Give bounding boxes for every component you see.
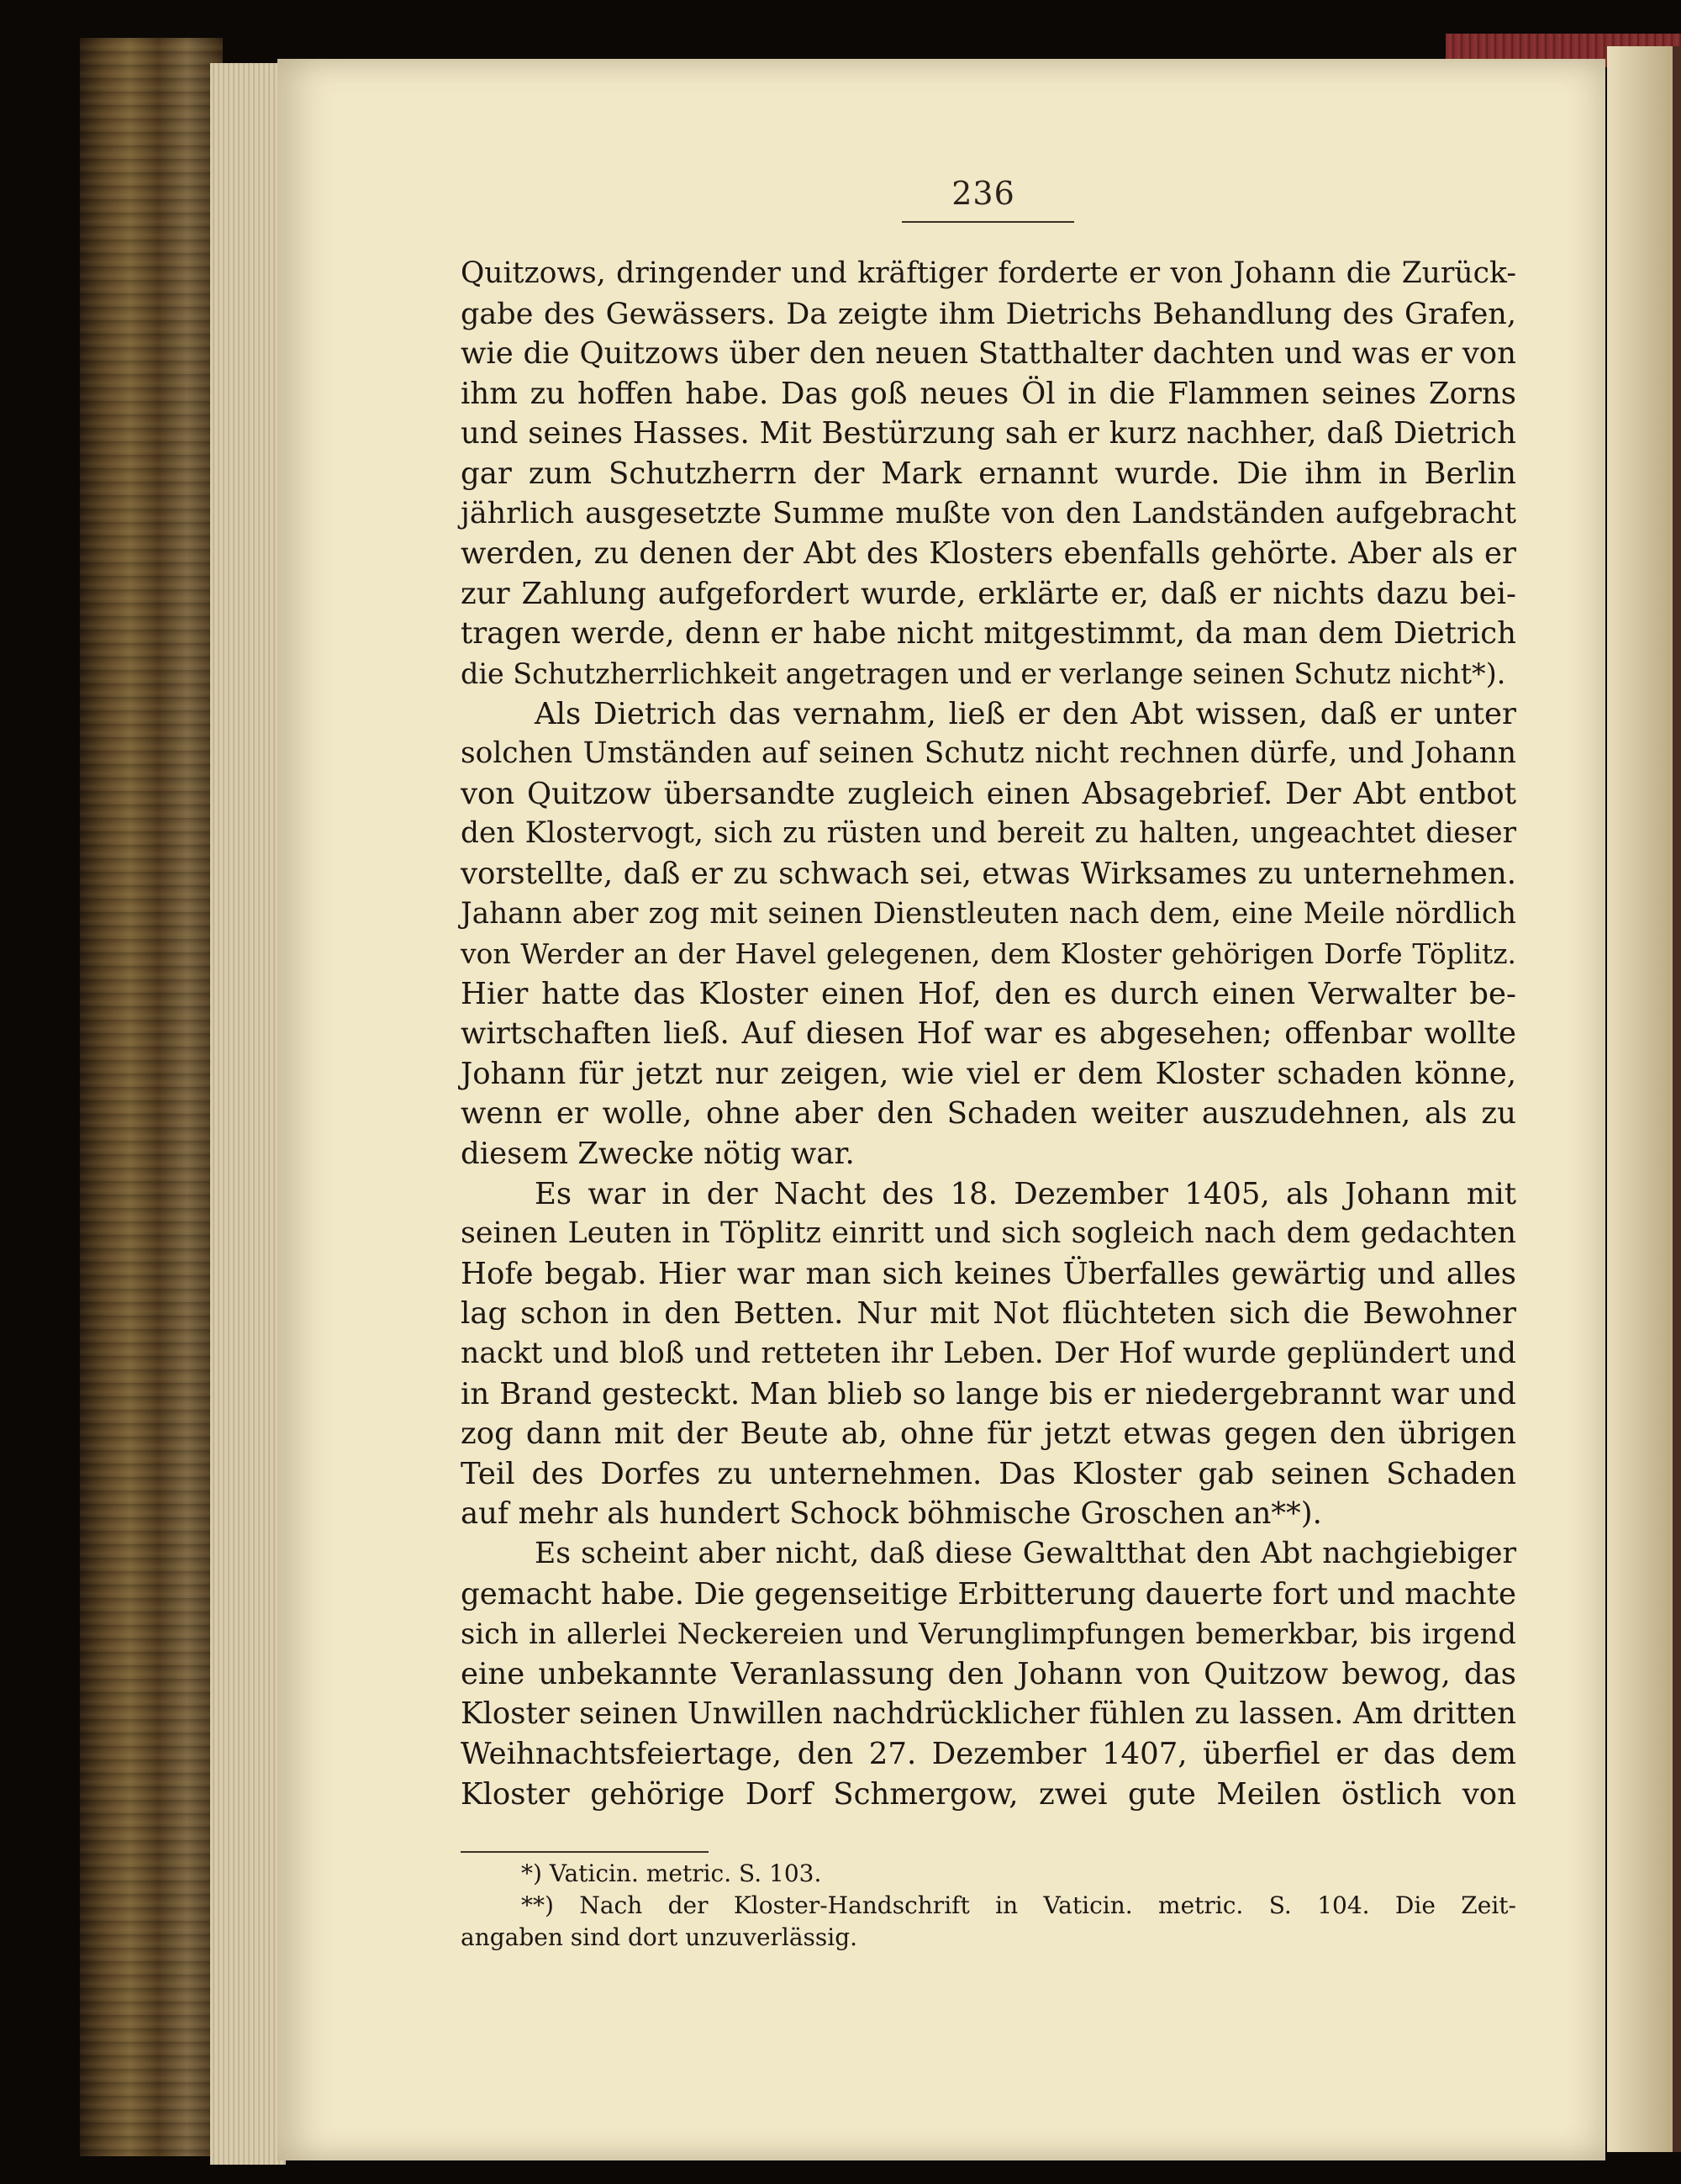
page-number: 236 xyxy=(951,175,1015,212)
text-line: gemacht habe. Die gegenseitige Erbitterung dauerte fort und machte xyxy=(461,1576,1516,1612)
paragraph-start-line: Als Dietrich das vernahm, ließ er den Abt wissen, daß er unter xyxy=(535,696,1516,731)
text-line: seinen Leuten in Töplitz einritt und sich sogleich nach dem gedachten xyxy=(461,1216,1516,1251)
text-line: Hofe begab. Hier war man sich keines Überfalles gewärtig und alles xyxy=(461,1256,1516,1291)
text-line: Teil des Dorfes zu unternehmen. Das Kloster gab seinen Schaden xyxy=(461,1456,1516,1491)
paragraph-start-line: Es scheint aber nicht, daß diese Gewaltthat den Abt nachgiebiger xyxy=(535,1537,1516,1570)
paragraph-start-line: Es war in der Nacht des 18. Dezember 1405, als Johann mit xyxy=(535,1176,1516,1211)
text-line: eine unbekannte Veranlassung den Johann von Quitzow bewog, das xyxy=(461,1656,1516,1691)
text-line: Kloster seinen Unwillen nachdrücklicher fühlen zu lassen. Am dritten xyxy=(461,1696,1516,1732)
text-line: Johann für jetzt nur zeigen, wie viel er dem Kloster schaden könne, xyxy=(461,1056,1516,1091)
body-text xyxy=(461,254,1516,1814)
footnote: *) Vaticin. metric. S. 103. xyxy=(521,1860,822,1887)
text-line: solchen Umständen auf seinen Schutz nicht rechnen dürfe, und Johann xyxy=(461,736,1516,771)
text-line: und seines Hasses. Mit Bestürzung sah er kurz nachher, daß Dietrich xyxy=(461,416,1516,451)
text-line: tragen werde, denn er habe nicht mitgestimmt, da man dem Dietrich xyxy=(461,616,1516,652)
text-line: in Brand gesteckt. Man blieb so lange bis er niedergebrannt war und xyxy=(461,1376,1516,1411)
text-line: nackt und bloß und retteten ihr Leben. Der Hof wurde geplündert und xyxy=(461,1337,1516,1371)
text-line: von Quitzow übersandte zugleich einen Absagebrief. Der Abt entbot xyxy=(461,776,1516,811)
footnotes xyxy=(461,1858,1516,1954)
page-stack-edge xyxy=(210,63,286,2165)
text-line: Hier hatte das Kloster einen Hof, den es durch einen Verwalter be- xyxy=(461,976,1516,1011)
adjacent-page-edge xyxy=(1607,46,1681,2152)
text-line: Weihnachtsfeiertage, den 27. Dezember 1407, überfiel er das dem xyxy=(461,1736,1516,1771)
text-line: sich in allerlei Neckereien und Verunglimpfungen bemerkbar, bis irgend xyxy=(461,1617,1516,1651)
text-line: vorstellte, daß er zu schwach sei, etwas Wirksames zu unternehmen. xyxy=(461,856,1516,891)
footnote-rule xyxy=(461,1851,709,1853)
text-line: Kloster gehörige Dorf Schmergow, zwei gute Meilen östlich von xyxy=(461,1776,1516,1812)
text-line: ihm zu hoffen habe. Das goß neues Öl in die Flammen seines Zorns xyxy=(461,376,1516,411)
text-line: den Klostervogt, sich zu rüsten und bereit zu halten, ungeachtet dieser xyxy=(461,816,1516,851)
text-line: gabe des Gewässers. Da zeigte ihm Dietrichs Behandlung des Grafen, xyxy=(461,296,1516,331)
footnote-continuation: angaben sind dort unzuverlässig. xyxy=(461,1923,858,1951)
text-line: die Schutzherrlichkeit angetragen und er verlange seinen Schutz nicht*). xyxy=(461,657,1506,690)
text-line: wenn er wolle, ohne aber den Schaden weiter auszudehnen, als zu xyxy=(461,1096,1516,1132)
text-line: wirtschaften ließ. Auf diesen Hof war es abgesehen; offenbar wollte xyxy=(461,1016,1516,1052)
text-line: auf mehr als hundert Schock böhmische Groschen an**). xyxy=(461,1496,1322,1532)
text-line: zur Zahlung aufgefordert wurde, erklärte er, daß er nichts dazu bei- xyxy=(461,576,1516,611)
adjacent-cover-edge xyxy=(1673,46,1681,2152)
text-line: gar zum Schutzherrn der Mark ernannt wurde. Die ihm in Berlin xyxy=(461,456,1516,491)
text-line: von Werder an der Havel gelegenen, dem Kloster gehörigen Dorfe Töplitz. xyxy=(461,937,1516,971)
text-line: diesem Zwecke nötig war. xyxy=(461,1137,855,1172)
header-rule xyxy=(902,221,1074,223)
text-line: werden, zu denen der Abt des Klosters ebenfalls gehörte. Aber als er xyxy=(461,536,1516,572)
text-line: lag schon in den Betten. Nur mit Not flüchteten sich die Bewohner xyxy=(461,1296,1516,1332)
book-spine-edge xyxy=(80,38,223,2156)
text-line: wie die Quitzows über den neuen Statthalter dachten und was er von xyxy=(461,336,1516,372)
text-line: zog dann mit der Beute ab, ohne für jetzt etwas gegen den übrigen xyxy=(461,1416,1516,1452)
text-line: Quitzows, dringender und kräftiger forderte er von Johann die Zurück- xyxy=(461,256,1516,290)
text-line: jährlich ausgesetzte Summe mußte von den Landständen aufgebracht xyxy=(461,496,1516,530)
footnote: **) Nach der Kloster-Handschrift in Vaticin. metric. S. 104. Die Zeit- xyxy=(521,1891,1516,1919)
text-line: Jahann aber zog mit seinen Dienstleuten nach dem, eine Meile nördlich xyxy=(461,896,1516,931)
